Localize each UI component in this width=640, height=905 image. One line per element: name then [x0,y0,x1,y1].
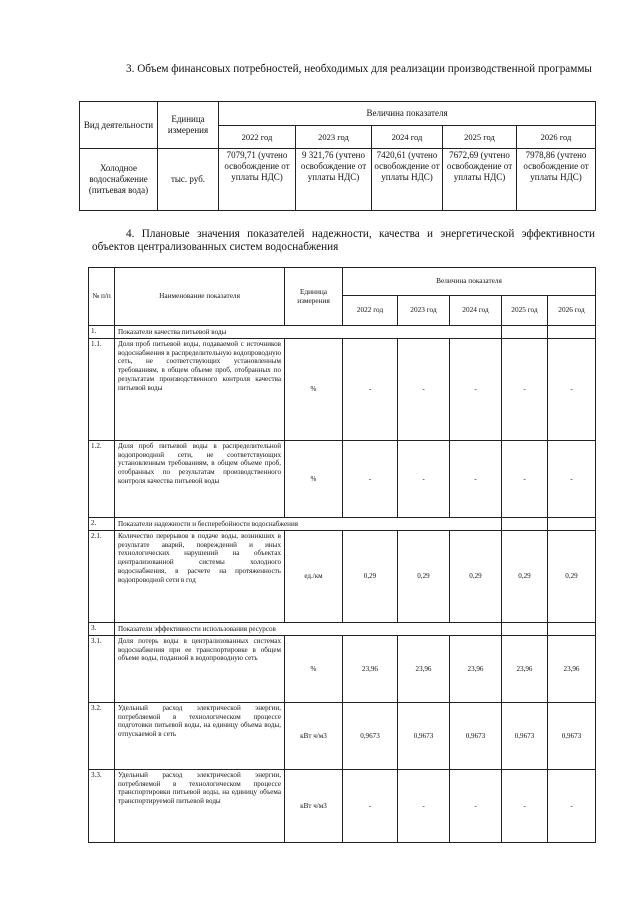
row-unit: тыс. руб. [158,149,219,211]
row-value: 0,9673 [548,703,596,770]
row-value: 0,29 [450,531,502,623]
row-unit: % [285,339,343,441]
section-3-number: 3. [126,63,135,75]
indicators-table [88,267,596,843]
row-value: 23,96 [450,636,502,703]
header-year: 2022 год [343,296,398,326]
empty-cell [548,326,596,339]
header-year: 2025 год [443,126,517,149]
row-value: - [502,441,548,518]
empty-cell [548,518,596,531]
financial-needs-table [79,101,596,211]
table-row [89,339,596,441]
row-name: Доля проб питьевой воды в распределительной водопроводной сети, не соответствующих установленным требованиям, в общем объеме проб, отобранных по результатам производственного контроля качества питьевой воды [115,441,285,518]
header-year: 2022 год [219,126,296,149]
row-num: 1.1. [89,339,115,441]
header-value: Величина показателя [343,268,596,296]
row-value: 23,96 [502,636,548,703]
row-num: 1.2. [89,441,115,518]
header-year: 2024 год [450,296,502,326]
row-value: 7420,61 (учтено освобождение от уплаты НДС) [372,149,443,211]
section-4-number: 4. [126,228,135,240]
section-title: Показатели надежности и бесперебойности водоснабжения [115,518,502,531]
row-value: 7672,69 (учтено освобождение от уплаты НДС) [443,149,517,211]
table-row [89,531,596,623]
header-unit: Единица измерения [158,102,219,149]
row-value: 0,9673 [343,703,398,770]
header-name: Наименование показателя [115,268,285,326]
row-name: Количество перерывов в подаче воды, возникших в результате аварий, повреждений и иных технологических нарушений на объектах централизованной системы холодного водоснабжения, в расчете на протяженность водопроводной сети в год [115,531,285,623]
row-num: 3.2. [89,703,115,770]
section-3-heading [92,63,595,76]
row-value: 9 321,76 (учтено освобождение от уплаты НДС) [296,149,372,211]
section-4-heading [92,228,595,254]
row-num: 2.1. [89,531,115,623]
empty-cell [502,518,548,531]
row-unit: кВт ч/м3 [285,770,343,843]
header-year: 2026 год [517,126,596,149]
row-value: 0,29 [548,531,596,623]
table-row [89,636,596,703]
row-value: 0,9673 [450,703,502,770]
section-num: 3. [89,623,115,636]
empty-cell [502,326,548,339]
header-year: 2025 год [502,296,548,326]
empty-cell [502,623,548,636]
row-unit: кВт ч/м3 [285,703,343,770]
section-title: Показатели качества питьевой воды [115,326,502,339]
row-unit: % [285,636,343,703]
table-row [89,441,596,518]
row-value: 7079,71 (учтено освобождение от уплаты НДС) [219,149,296,211]
row-value: - [343,339,398,441]
row-name: Доля проб питьевой воды, подаваемой с источников водоснабжения в распределительную водопроводную сеть, не соответствующих установленным требованиям, в общем объеме проб, отобранных по результатам производственного контроля качества питьевой воды [115,339,285,441]
row-num: 3.3. [89,770,115,843]
row-value: - [548,770,596,843]
row-value: - [548,441,596,518]
section-4-title: Плановые значения показателей надежности, качества и энергетической эффективности объектов централизованных систем водоснабжения [92,228,595,253]
row-value: 23,96 [398,636,450,703]
header-activity: Вид деятельности [80,102,158,149]
row-value: - [450,339,502,441]
row-activity: Холодное водоснабжение (питьевая вода) [80,149,158,211]
row-value: 0,29 [343,531,398,623]
table-row [89,770,596,843]
header-unit: Единица измерения [285,268,343,326]
row-value: - [450,441,502,518]
row-value: 0,9673 [398,703,450,770]
row-num: 3.1. [89,636,115,703]
row-value: 7978,86 (учтено освобождение от уплаты НДС) [517,149,596,211]
row-value: 23,96 [343,636,398,703]
row-value: - [343,441,398,518]
row-value: - [450,770,502,843]
empty-cell [548,623,596,636]
row-value: - [548,339,596,441]
row-value: - [343,770,398,843]
row-value: 0,29 [398,531,450,623]
row-unit: ед./км [285,531,343,623]
header-year: 2023 год [296,126,372,149]
row-name: Удельный расход электрической энергии, потребляемой в технологическом процессе подготовки питьевой воды, на единицу объема воды, отпускаемой в сеть [115,703,285,770]
row-value: 0,9673 [502,703,548,770]
row-value: - [398,441,450,518]
section-num: 2. [89,518,115,531]
header-year: 2026 год [548,296,596,326]
row-value: - [502,770,548,843]
row-value: - [502,339,548,441]
row-name: Доля потерь воды в централизованных системах водоснабжения при ее транспортировке в общем объеме воды, поданной в водопроводную сеть [115,636,285,703]
section-num: 1. [89,326,115,339]
section-title: Показатели эффективности использования ресурсов [115,623,502,636]
header-year: 2024 год [372,126,443,149]
row-name: Удельный расход электрической энергии, потребляемой в технологическом процессе транспортировки питьевой воды, на единицу объема транспортируемой питьевой воды [115,770,285,843]
row-unit: % [285,441,343,518]
section-3-title: Объем финансовых потребностей, необходимых для реализации производственной программы [137,63,592,75]
table-row [89,703,596,770]
row-value: - [398,339,450,441]
row-value: 23,96 [548,636,596,703]
header-value: Величина показателя [219,102,596,126]
row-value: - [398,770,450,843]
header-year: 2023 год [398,296,450,326]
header-num: № п/п [89,268,115,326]
row-value: 0,29 [502,531,548,623]
